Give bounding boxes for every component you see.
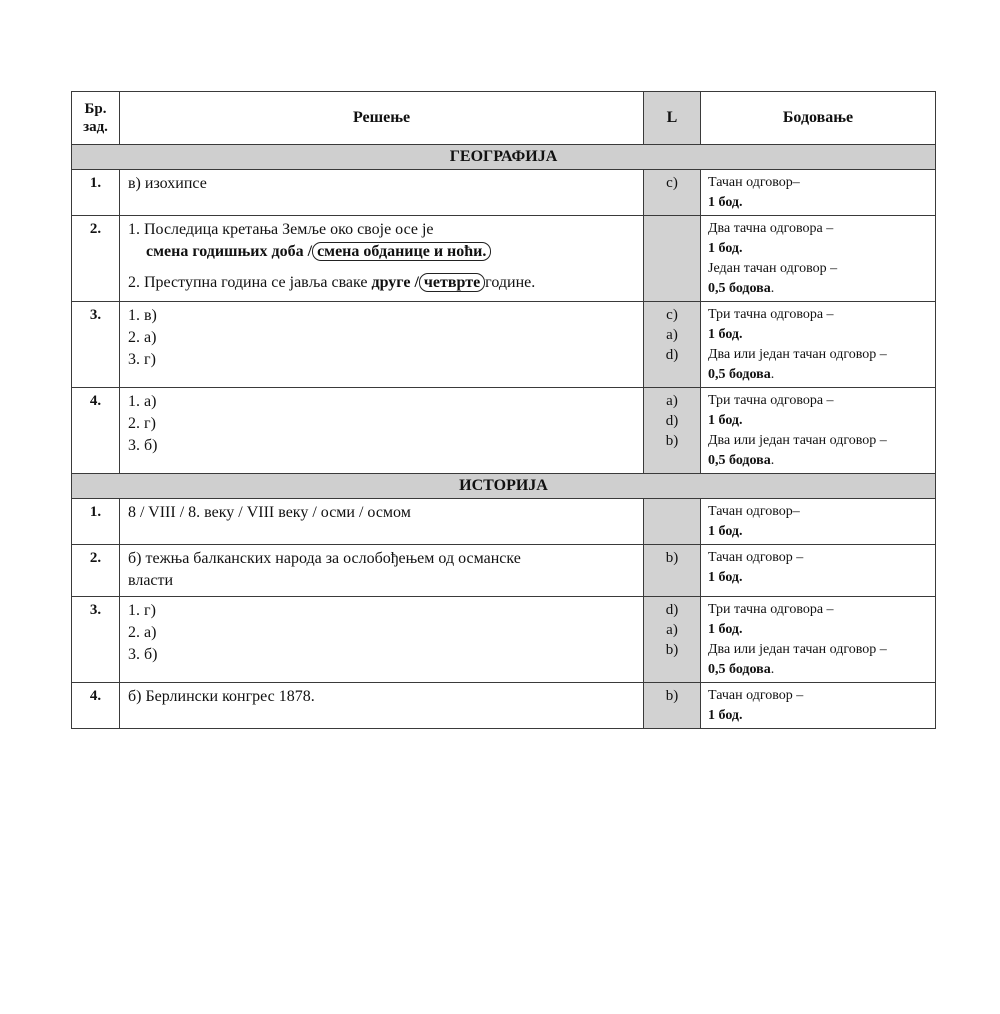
score-text: Два или један тачан одговор – xyxy=(708,347,887,362)
task-number: 4. xyxy=(72,388,120,474)
l-answer: b) xyxy=(665,642,679,658)
score-points: 1 бод. xyxy=(708,195,743,210)
l-cell xyxy=(644,388,701,474)
score-points: 0,5 бодова xyxy=(708,453,771,468)
section-row-geography xyxy=(72,145,936,170)
solution-line: б) тежња балканских народа за ослобођењем од османске xyxy=(128,550,521,567)
table-row xyxy=(72,545,936,597)
section-title: ИСТОРИЈА xyxy=(72,474,936,499)
solution-line xyxy=(128,272,635,294)
solution-cell xyxy=(120,216,644,302)
score-points: 1 бод. xyxy=(708,241,743,256)
solution-cell: б) Берлински конгрес 1878. xyxy=(120,683,644,729)
header-l: L xyxy=(644,92,701,145)
l-cell xyxy=(644,597,701,683)
task-number: 1. xyxy=(72,499,120,545)
score-points: 0,5 бодова xyxy=(708,281,771,296)
l-cell xyxy=(644,216,701,302)
task-number: 2. xyxy=(72,216,120,302)
score-dot: . xyxy=(770,367,775,382)
task-number: 2. xyxy=(72,545,120,597)
section-title: ГЕОГРАФИЈА xyxy=(72,145,936,170)
table-row xyxy=(72,170,936,216)
score-text: Три тачна одговора – xyxy=(708,307,834,322)
score-points: 1 бод. xyxy=(708,413,743,428)
score-points: 1 бод. xyxy=(708,570,743,585)
l-cell: b) xyxy=(644,683,701,729)
score-points: 1 бод. xyxy=(708,327,743,342)
l-answer: d) xyxy=(665,602,679,618)
table-row xyxy=(72,302,936,388)
header-num-line2: зад. xyxy=(83,119,108,135)
scoring-cell xyxy=(701,170,936,216)
table-row xyxy=(72,683,936,729)
score-text: Два тачна одговора – xyxy=(708,221,834,236)
table-row xyxy=(72,388,936,474)
score-text: Тачан одговор– xyxy=(708,175,800,190)
answer-line: 1. г) xyxy=(128,602,156,619)
circled-answer: смена обданице и ноћи. xyxy=(312,242,491,261)
scoring-cell xyxy=(701,683,936,729)
task-number: 4. xyxy=(72,683,120,729)
score-points-line xyxy=(708,279,928,299)
task-number: 1. xyxy=(72,170,120,216)
score-text: Један тачан одговор – xyxy=(708,261,838,276)
task-number: 3. xyxy=(72,597,120,683)
score-points: 0,5 бодова xyxy=(708,367,771,382)
l-answer: b) xyxy=(665,433,679,449)
score-text: Тачан одговор – xyxy=(708,550,804,565)
score-text: Два или један тачан одговор – xyxy=(708,642,887,657)
solution-cell xyxy=(120,388,644,474)
answer-line: 3. б) xyxy=(128,646,158,663)
l-answer: a) xyxy=(666,327,678,343)
answer-line: 2. а) xyxy=(128,624,157,641)
scoring-cell xyxy=(701,216,936,302)
solution-cell: 8 / VIII / 8. веку / VIII веку / осми / осмом xyxy=(120,499,644,545)
score-points-line xyxy=(708,365,928,385)
header-task-number xyxy=(72,92,120,145)
solution-cell xyxy=(120,597,644,683)
answer-line: 3. б) xyxy=(128,437,158,454)
score-dot: . xyxy=(770,281,775,296)
l-cell: c) xyxy=(644,170,701,216)
score-dot: . xyxy=(770,662,775,677)
header-solution: Решење xyxy=(120,92,644,145)
circled-answer: четврте xyxy=(419,273,485,292)
score-points: 1 бод. xyxy=(708,708,743,723)
score-points-line xyxy=(708,451,928,471)
l-answer: d) xyxy=(665,347,679,363)
score-dot: . xyxy=(770,453,775,468)
score-points-line xyxy=(708,660,928,680)
solution-line: власти xyxy=(128,572,174,589)
score-points: 1 бод. xyxy=(708,524,743,539)
scoring-cell xyxy=(701,597,936,683)
score-text: Тачан одговор– xyxy=(708,504,800,519)
table-header-row xyxy=(72,92,936,145)
table-row xyxy=(72,597,936,683)
solution-line: 1. Последица кретања Земље око своје осе је xyxy=(128,221,434,238)
l-cell: b) xyxy=(644,545,701,597)
table-row xyxy=(72,499,936,545)
score-text: Тачан одговор – xyxy=(708,688,804,703)
answer-line: 2. г) xyxy=(128,415,156,432)
solution-cell xyxy=(120,545,644,597)
l-answer: c) xyxy=(666,307,678,323)
solution-cell xyxy=(120,302,644,388)
l-cell xyxy=(644,499,701,545)
answer-line: 1. в) xyxy=(128,307,157,324)
solution-text: 2. Преступна година се јавља сваке xyxy=(128,274,372,291)
bold-answer: друге / xyxy=(371,274,419,291)
section-row-history xyxy=(72,474,936,499)
score-points: 0,5 бодова xyxy=(708,662,771,677)
solution-text: године. xyxy=(485,274,536,291)
scoring-cell xyxy=(701,499,936,545)
scoring-cell xyxy=(701,302,936,388)
score-text: Три тачна одговора – xyxy=(708,393,834,408)
score-points: 1 бод. xyxy=(708,622,743,637)
answer-key-table xyxy=(71,91,936,729)
l-answer: a) xyxy=(666,393,678,409)
score-text: Три тачна одговора – xyxy=(708,602,834,617)
answer-line: 2. а) xyxy=(128,329,157,346)
header-num-line1: Бр. xyxy=(84,101,107,117)
l-answer: a) xyxy=(666,622,678,638)
bold-answer: смена годишњих доба / xyxy=(146,243,313,260)
solution-line xyxy=(128,241,635,263)
l-cell xyxy=(644,302,701,388)
score-text: Два или један тачан одговор – xyxy=(708,433,887,448)
answer-line: 1. а) xyxy=(128,393,157,410)
task-number: 3. xyxy=(72,302,120,388)
answer-line: 3. г) xyxy=(128,351,156,368)
l-answer: d) xyxy=(665,413,679,429)
table-row xyxy=(72,216,936,302)
scoring-cell xyxy=(701,388,936,474)
scoring-cell xyxy=(701,545,936,597)
solution-cell: в) изохипсе xyxy=(120,170,644,216)
header-scoring: Бодовање xyxy=(701,92,936,145)
